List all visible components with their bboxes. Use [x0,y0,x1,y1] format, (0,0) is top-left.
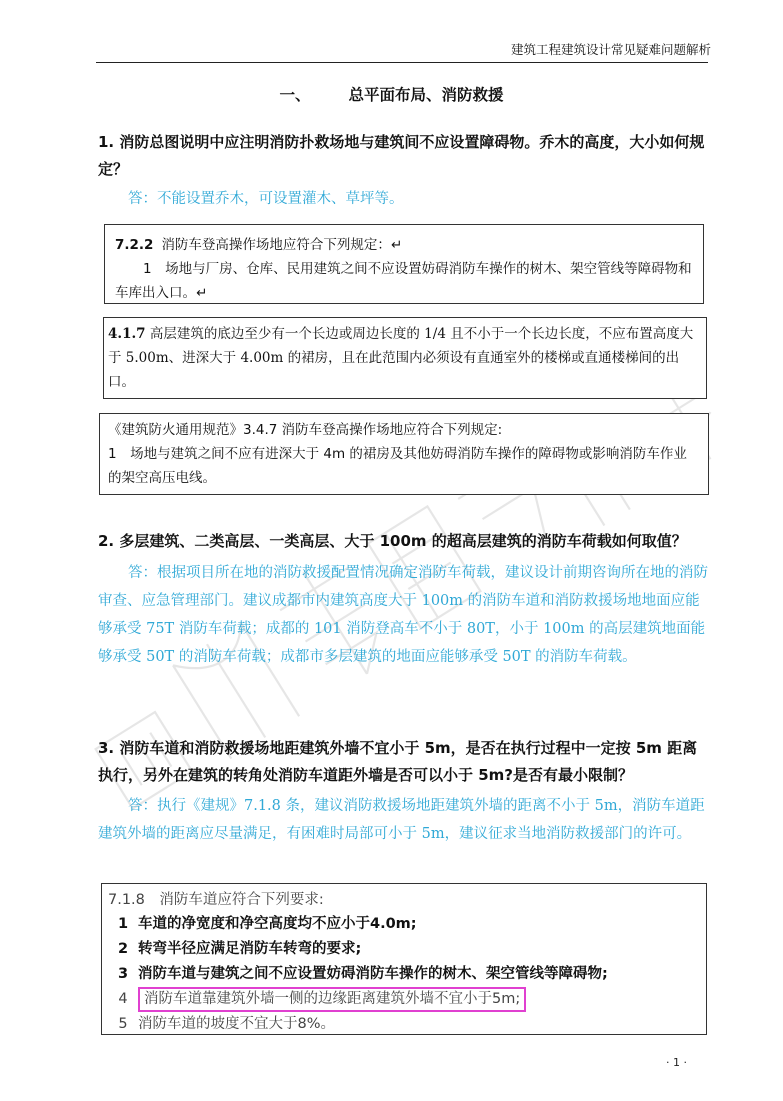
clause-heading: 7.1.8 消防车道应符合下列要求: [108,892,324,908]
clause-item-highlighted: 4 消防车道靠建筑外墙一侧的边缘距离建筑外墙不宜小于5m; [108,987,698,1012]
highlight-box: 消防车道靠建筑外墙一侧的边缘距离建筑外墙不宜小于5m; [138,987,526,1012]
clause-item: 1 场地与建筑之间不应有进深大于 4m 的裙房及其他妨碍消防车操作的障碍物或影响消防车作业的架空高压电线。 [108,446,687,486]
clause-text: 《建筑防火通用规范》3.4.7 消防车登高操作场地应符合下列规定: [108,422,503,438]
question-3: 3. 消防车道和消防救援场地距建筑外墙不宜小于 5m，是否在执行过程中一定按 5m 距离执行，另外在建筑的转角处消防车道距外墙是否可以小于 5m?是否有最小限制？ [98,739,698,784]
answer-3: 答：执行《建规》7.1.8 条，建议消防救援场地距建筑外墙的距离不小于 5m，消防车道距建筑外墙的距离应尽量满足，有困难时局部可小于 5m，建议征求当地消防救援部门的许可。 [98,798,705,842]
code-excerpt-3-4-7 [99,413,709,495]
clause-item: 2 转弯半径应满足消防车转弯的要求; [117,941,362,957]
answer-2: 答：根据项目所在地的消防救援配置情况确定消防车荷载，建议设计前期咨询所在地的消防审查、应急管理部门。建议成都市内建筑高度大于 100m 的消防车道和消防救援场地地面应能够承受 75T 消防车荷载；成都的 101 消防登高车不小于 80T，小于 100m 的高层建筑地面能够承受 50T 的消防车荷载；成都市多层建筑的地面应能够承受 50T 的消防车荷载。 [98,565,708,665]
clause-text: 高层建筑的底边至少有一个长边或周边长度的 1/4 且不小于一个长边长度，不应布置高度大于 5.00m、进深大于 4.00m 的裙房，且在此范围内必须设有直通室外的楼梯或直通楼梯间的出口。 [108,326,694,390]
code-excerpt-7-1-8 [101,883,707,1035]
answer-1: 答：不能设置乔木，可设置灌木、草坪等。 [128,191,404,207]
question-2: 2. 多层建筑、二类高层、一类高层、大于 100m 的超高层建筑的消防车荷载如何取值？ [98,532,687,550]
clause-item: 1 车道的净宽度和净空高度均不应小于4.0m; [117,916,417,932]
clause-item: 1 场地与厂房、仓库、民用建筑之间不应设置妨碍消防车操作的树木、架空管线等障碍物和车库出入口。↵ [115,261,692,301]
running-header: 建筑工程建筑设计常见疑难问题解析 [510,42,711,57]
clause-item: 3 消防车道与建筑之间不应设置妨碍消防车操作的树木、架空管线等障碍物; [117,966,608,982]
clause-number: 7.2.2 [115,237,154,253]
section-heading: 总平面布局、消防救援 [348,86,504,104]
clause-item: 5 消防车道的坡度不宜大于8%。 [118,1016,336,1032]
page-number: · 1 · [666,1056,687,1069]
clause-text: 消防车登高操作场地应符合下列规定：↵ [161,237,403,253]
section-title [0,83,783,105]
section-number: 一、 [279,86,311,104]
clause-number: 4.1.7 [108,326,146,342]
question-1: 1. 消防总图说明中应注明消防扑救场地与建筑间不应设置障碍物。乔木的高度，大小如何规定？ [98,133,705,178]
code-excerpt-4-1-7 [103,317,707,399]
code-excerpt-7-2-2 [104,224,704,304]
header-rule [96,62,708,63]
